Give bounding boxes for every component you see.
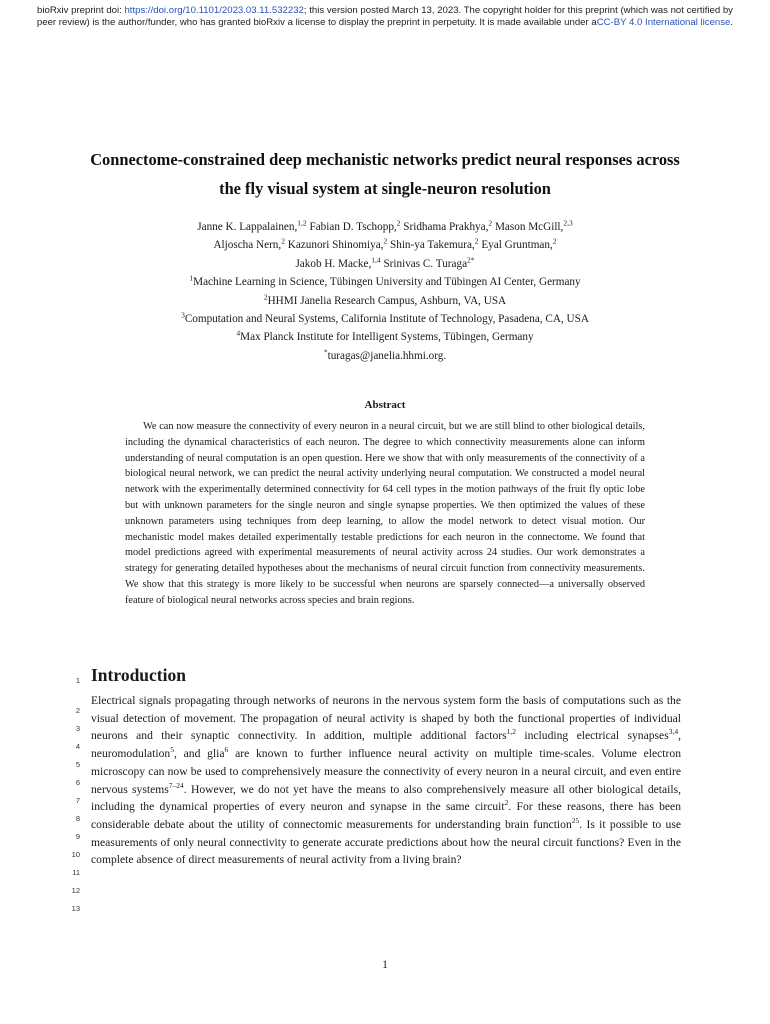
author-affil-sup: 2,3 bbox=[563, 218, 573, 228]
line-number: 8 bbox=[75, 814, 80, 823]
author-name: Fabian D. Tschopp, bbox=[306, 221, 397, 233]
author-name: Kazunori Shinomiya, bbox=[284, 239, 384, 252]
author-affil-sup: 2 bbox=[488, 218, 493, 228]
line-number: 5 bbox=[75, 760, 80, 769]
abstract-body: We can now measure the connectivity of every neuron in a neural circuit, but we are still blind to other biological details, including the dynamical characteristics of each neuron. The degree to which connectivity measurements alone can inform understanding of neural computation is an open question. Here we show that with only measurements of the connectivity of a biological neural network, we can predict the neural activity underlying neural computation. We constructed a model neural network with the experimentally determined connectivity for 64 cell types in the motion pathways of the fruit fly optic lobe but with unknown parameters for the single neuron and single synapse properties. We then optimized the values of these unknown parameters using techniques from deep learning, to allow the model network to detect visual motion. Our mechanistic model makes detailed experimentally testable predictions for each neuron in the connectome. We found that model predictions agreed with experimental measurements of neural activity across 24 studies. Our work demonstrates a strategy for generating detailed hypotheses about the mechanisms of neural circuit function from connectivity measurements. We show that this strategy is more likely to be successful when neurons are sparsely connected—a universally observed feature of biological neural networks across species and brain regions. bbox=[125, 421, 645, 606]
author-line-2 bbox=[90, 236, 680, 254]
author-line-1 bbox=[90, 218, 680, 236]
author-line-3 bbox=[90, 255, 680, 273]
author-affil-sup: 1,2 bbox=[297, 218, 307, 228]
banner-text-2: ; this version posted March 13, 2023. The copyright holder for this preprint (which was not certified by peer review) is the author/funder, who has granted bioRxiv a license to display the preprint in perpetuity. It is made available under a bbox=[36, 5, 733, 28]
line-number: 9 bbox=[75, 832, 80, 841]
corresponding-email: *turagas@janelia.hhmi.org. bbox=[323, 347, 447, 362]
citation: 1,2 bbox=[506, 727, 516, 737]
line-number: 6 bbox=[75, 778, 80, 787]
line-number: 10 bbox=[71, 850, 80, 859]
affiliation: $^3$Computation and Neural Systems, California Institute of Technology, Pasadena, CA, USA bbox=[181, 310, 589, 326]
author-name: Eyal Gruntman, bbox=[478, 239, 553, 252]
line-number: 12 bbox=[71, 886, 80, 895]
line-number: 2 bbox=[75, 706, 80, 715]
author-affil-sup: 2 bbox=[396, 218, 401, 228]
citation: 7–24 bbox=[168, 780, 184, 790]
line-number: 4 bbox=[75, 742, 80, 751]
banner-end: . bbox=[730, 16, 734, 28]
author-affil-sup: 2 bbox=[383, 236, 388, 246]
citation: 3,4 bbox=[668, 727, 679, 737]
introduction-paragraph: Electrical signals propagating through networks of neurons in the nervous system form the basis of computations such as the visual detection of movement. The propagation of neural activity is shaped by both the functional properties of individual neurons and their synaptic connectivity. In addition, multiple additional factors$^{1,2}$ including electrical synapses$^{3,4}$, neuromodulation$^5$, and glia$^6$ are known to further influence neural activity on multiple time-scales. Volume electron microscopy can now be used to comprehensively measure the connectivity of every neuron in a neural circuit, and even entire nervous systems$^{7-24}$. However, we do not yet have the means to also comprehensively measure all other biological details, including the dynamical properties of every neuron and synapse in the same circuit$^2$. For these reasons, there has been considerable debate about the utility of connectomic measurements for understanding brain function$^{25}$. Is it possible to use measurements of only neural connectivity to generate accurate predictions about how the neural circuit functions? Even in the complete absence of direct measurements of neural activity from a living brain? bbox=[91, 694, 681, 867]
section-heading-introduction: Introduction bbox=[91, 665, 186, 685]
paper-title: Connectome-constrained deep mechanistic networks predict neural responses across the fly visual system at single-neuron resolution bbox=[90, 150, 680, 198]
banner-text: bioRxiv preprint doi: bbox=[37, 5, 125, 16]
citation: 6 bbox=[224, 745, 229, 755]
line-number: 3 bbox=[75, 724, 80, 733]
author-block bbox=[90, 218, 680, 365]
affiliation: $^2$HHMI Janelia Research Campus, Ashburn, VA, USA bbox=[263, 291, 507, 307]
author-name: Srinivas C. Turaga bbox=[380, 257, 468, 270]
author-name: Shin-ya Takemura, bbox=[387, 239, 475, 252]
author-affil-sup: 2 bbox=[552, 236, 557, 246]
author-name: Janne K. Lappalainen, bbox=[197, 221, 298, 233]
page-number: 1 bbox=[382, 958, 388, 971]
author-name: Sridhama Prakhya, bbox=[400, 221, 489, 233]
line-number: 7 bbox=[75, 796, 80, 805]
author-name: Mason McGill, bbox=[492, 221, 564, 233]
license-link[interactable]: CC-BY 4.0 International license bbox=[596, 16, 731, 28]
author-name: Jakob H. Macke, bbox=[295, 257, 372, 270]
affiliation: $^4$Max Planck Institute for Intelligent Systems, Tübingen, Germany bbox=[236, 328, 534, 344]
author-name: Aljoscha Nern, bbox=[213, 239, 282, 252]
author-affil-sup: 1,4 bbox=[371, 255, 381, 265]
citation: 2 bbox=[504, 798, 509, 808]
author-affil-sup: 2 bbox=[281, 236, 285, 246]
line-number: 13 bbox=[71, 904, 80, 913]
abstract-heading: Abstract bbox=[364, 399, 406, 411]
affiliation: $^1$Machine Learning in Science, Tübingen University and Tübingen AI Center, Germany bbox=[189, 273, 581, 289]
author-affil-sup: 2* bbox=[467, 255, 475, 265]
line-number: 1 bbox=[75, 676, 80, 685]
preprint-banner bbox=[30, 5, 740, 28]
author-affil-sup: 2 bbox=[474, 236, 479, 246]
citation: 5 bbox=[170, 745, 174, 755]
doi-link[interactable]: https://doi.org/10.1101/2023.03.11.532232 bbox=[124, 5, 304, 16]
citation: 25 bbox=[571, 816, 580, 826]
line-number: 11 bbox=[72, 868, 80, 877]
